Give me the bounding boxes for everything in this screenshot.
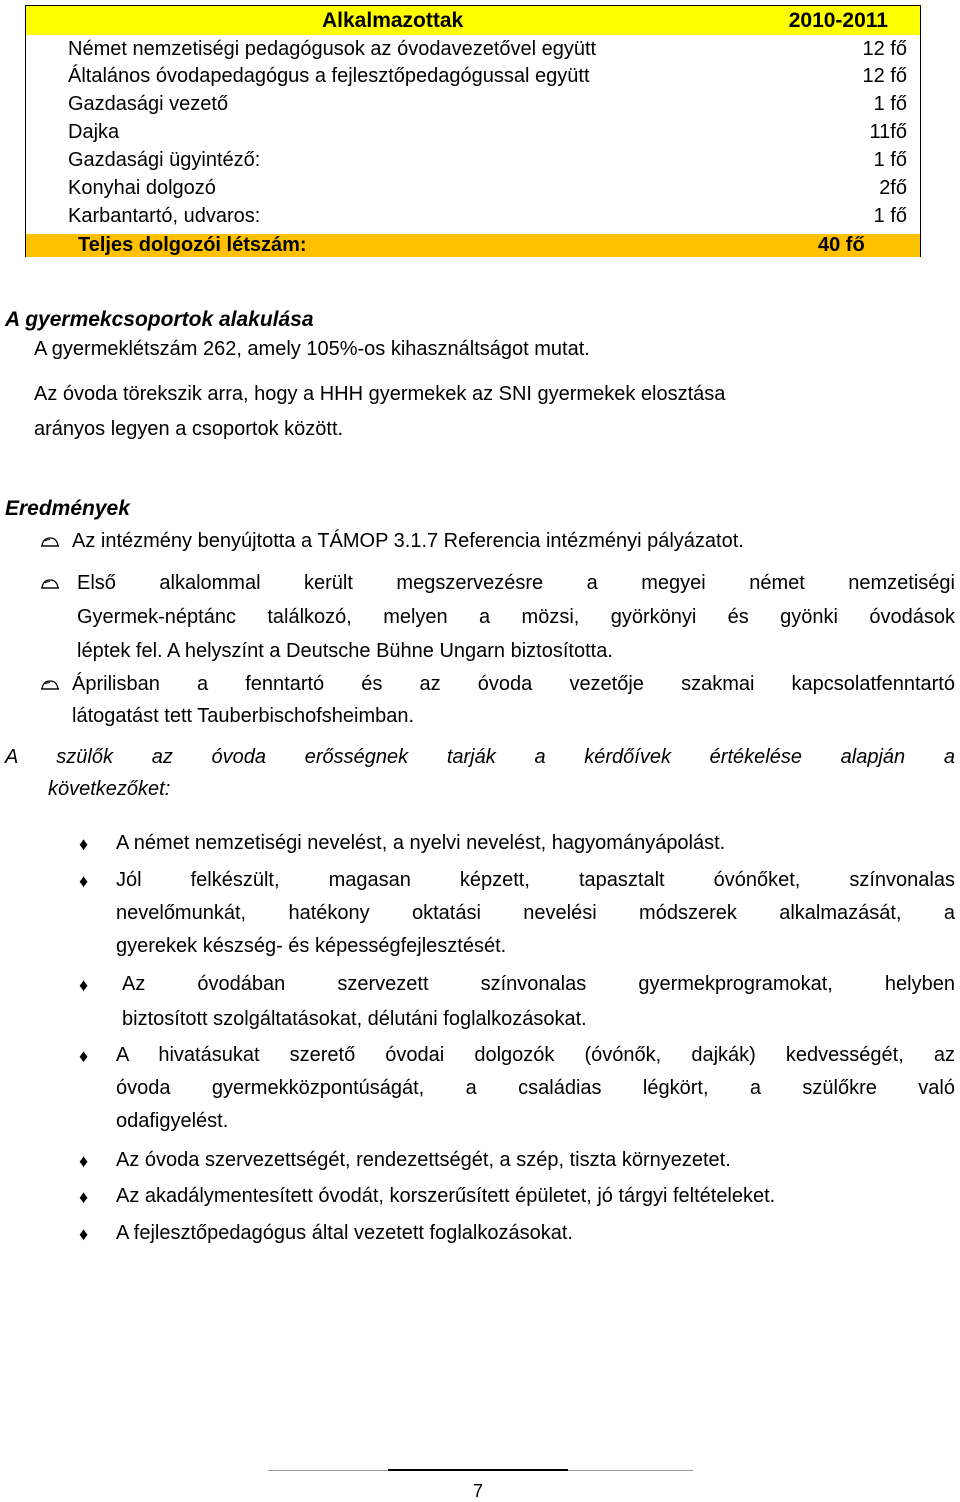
parents-item: Az akadálymentesített óvodát, korszerűsített épületet, jó tárgyi feltételeket. — [116, 1185, 776, 1207]
groups-capacity-text: A gyermeklétszám 262, amely 105%-os kihasználtságot mutat. — [34, 338, 590, 360]
groups-paragraph-line: arányos legyen a csoportok között. — [34, 418, 344, 440]
results-item: Első alkalommal került megszervezésre a megyei német nemzetiségi — [77, 572, 955, 594]
row-count: 12 fő — [862, 65, 907, 87]
results-item: látogatást tett Tauberbischofsheimban. — [72, 705, 415, 727]
parents-item: A német nemzetiségi nevelést, a nyelvi nevelést, hagyományápolást. — [116, 832, 726, 854]
parents-intro: következőket: — [48, 778, 171, 800]
table-header — [26, 6, 920, 35]
parents-item: Jól felkészült, magasan képzett, tapasztalt óvónőket, színvonalas — [116, 869, 955, 891]
staff-table — [25, 5, 921, 257]
row-role: Karbantartó, udvaros: — [68, 205, 261, 227]
groups-heading: A gyermekcsoportok alakulása — [5, 308, 314, 331]
row-count: 12 fő — [862, 38, 907, 60]
parents-intro: A szülők az óvoda erősségnek tarják a kérdőívek értékelése alapján a — [5, 746, 955, 768]
bell-icon — [40, 535, 60, 549]
parents-item: odafigyelést. — [116, 1110, 229, 1132]
results-item: Gyermek-néptánc találkozó, melyen a mözsi, györkönyi és gyönki óvodások — [77, 606, 955, 628]
footer-divider — [388, 1469, 568, 1471]
page-number: 7 — [473, 1481, 484, 1501]
diamond-icon: ♦ — [79, 1151, 89, 1171]
row-count: 11fő — [869, 121, 907, 143]
diamond-icon: ♦ — [79, 975, 89, 995]
results-item: Áprilisban a fenntartó és az óvoda vezetője szakmai kapcsolatfenntartó — [72, 673, 955, 695]
bell-icon — [40, 577, 60, 591]
row-role: Dajka — [68, 121, 120, 143]
row-count: 1 fő — [873, 205, 907, 227]
row-count: 1 fő — [873, 149, 907, 171]
diamond-icon: ♦ — [79, 834, 89, 854]
row-role: Gazdasági vezető — [68, 93, 229, 115]
results-item: léptek fel. A helyszínt a Deutsche Bühne Ungarn biztosította. — [77, 640, 613, 662]
parents-item: biztosított szolgáltatásokat, délutáni foglalkozásokat. — [122, 1008, 587, 1030]
parents-item: A fejlesztőpedagógus által vezetett foglalkozásokat. — [116, 1222, 573, 1244]
diamond-icon: ♦ — [79, 1224, 89, 1244]
results-item: Az intézmény benyújtotta a TÁMOP 3.1.7 Referencia intézményi pályázatot. — [72, 530, 744, 552]
row-count: 2fő — [879, 177, 907, 199]
diamond-icon: ♦ — [79, 871, 89, 891]
parents-item: nevelőmunkát, hatékony oktatási nevelési módszerek alkalmazását, a — [116, 902, 955, 924]
groups-paragraph-line: Az óvoda törekszik arra, hogy a HHH gyermekek az SNI gyermekek elosztása — [34, 383, 726, 405]
header-year-label: 2010-2011 — [788, 9, 888, 32]
bell-icon — [40, 678, 60, 692]
table-row — [26, 148, 920, 176]
parents-item: Az óvodában szervezett színvonalas gyermekprogramokat, helyben — [122, 973, 955, 995]
parents-item: Az óvoda szervezettségét, rendezettségét, a szép, tiszta környezetet. — [116, 1149, 731, 1171]
row-role: Konyhai dolgozó — [68, 177, 216, 199]
row-role: Gazdasági ügyintéző: — [68, 149, 261, 171]
parents-item: gyerekek készség- és képességfejlesztését. — [116, 935, 507, 957]
row-role: Általános óvodapedagógus a fejlesztőpedagógussal együtt — [68, 65, 590, 87]
total-value: 40 fő — [818, 234, 865, 256]
row-count: 1 fő — [873, 93, 907, 115]
table-row — [26, 120, 920, 148]
table-row — [26, 37, 920, 65]
table-row — [26, 204, 920, 232]
results-heading: Eredmények — [5, 497, 130, 520]
total-label: Teljes dolgozói létszám: — [78, 234, 307, 256]
diamond-icon: ♦ — [79, 1187, 89, 1207]
table-row — [26, 92, 920, 120]
row-role: Német nemzetiségi pedagógusok az óvodavezetővel együtt — [68, 38, 597, 60]
diamond-icon: ♦ — [79, 1046, 89, 1066]
parents-item: A hivatásukat szerető óvodai dolgozók (óvónők, dajkák) kedvességét, az — [116, 1044, 955, 1066]
header-staff-label: Alkalmazottak — [322, 9, 464, 32]
table-row — [26, 64, 920, 92]
parents-item: óvoda gyermekközpontúságát, a családias légkört, a szülőkre való — [116, 1077, 955, 1099]
table-row — [26, 176, 920, 204]
table-total-row — [26, 234, 920, 257]
